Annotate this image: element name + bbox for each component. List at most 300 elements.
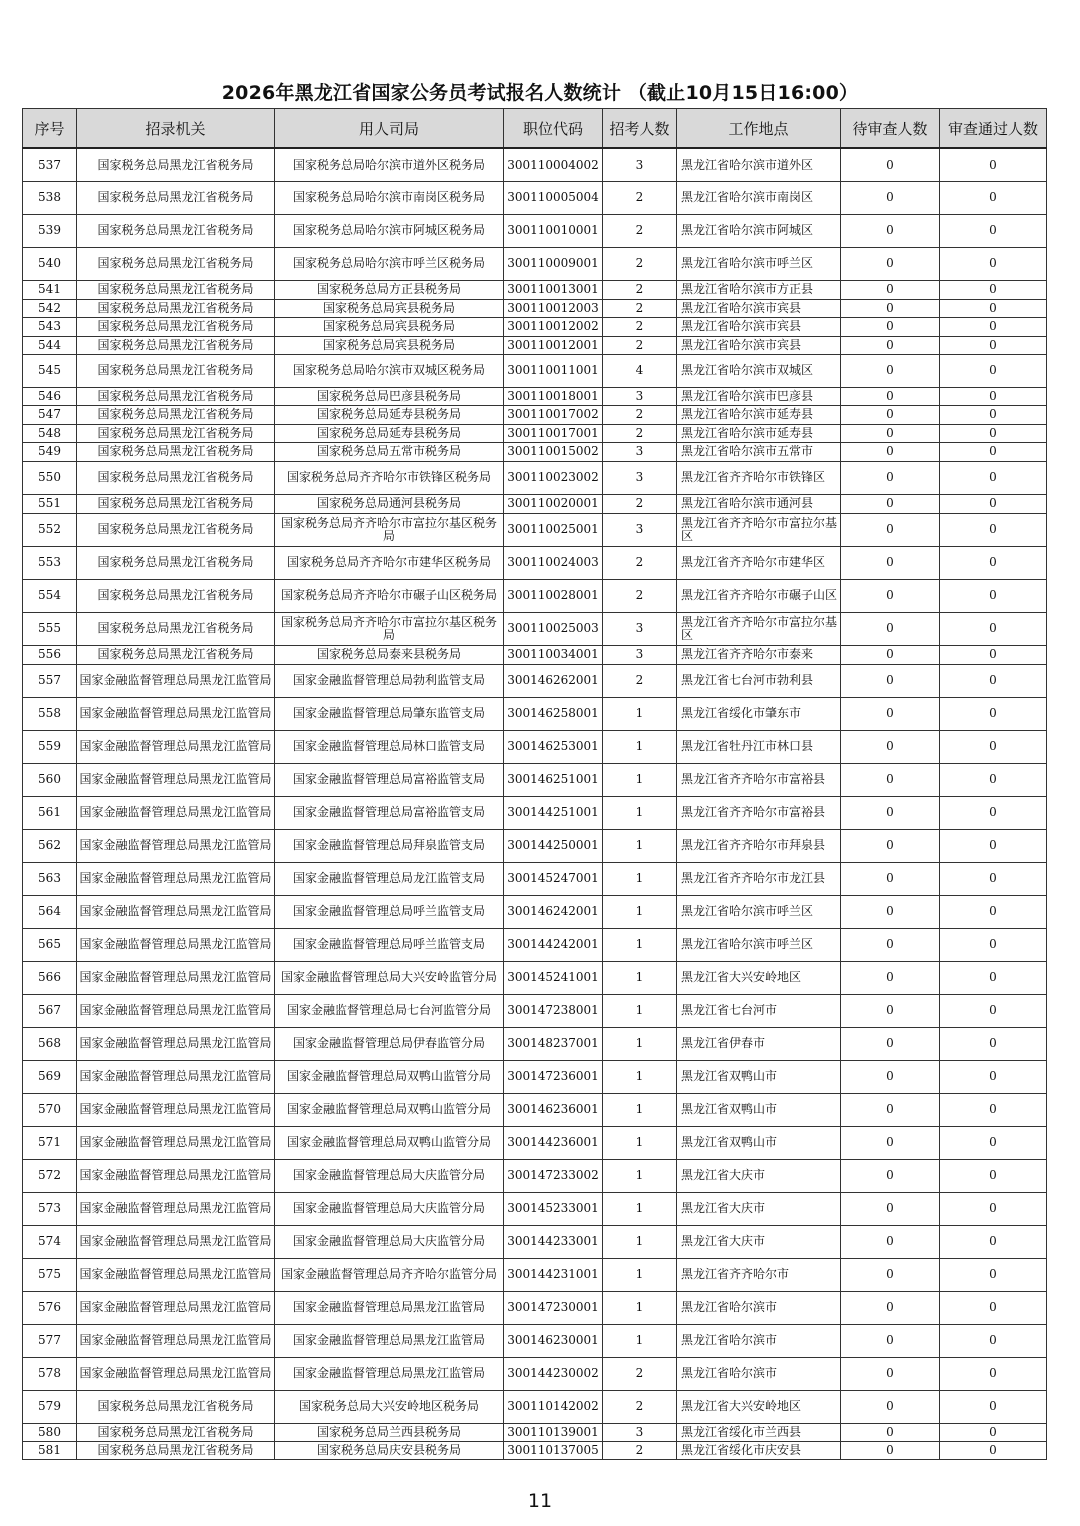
- col-header: 招录机关: [77, 109, 275, 149]
- cell-agency: 国家金融监督管理总局黑龙江监管局: [77, 829, 275, 862]
- cell-approved: 0: [940, 1441, 1047, 1459]
- cell-location: 黑龙江省绥化市庆安县: [677, 1441, 841, 1459]
- cell-pending: 0: [841, 730, 940, 763]
- cell-quota: 2: [603, 214, 677, 247]
- cell-pending: 0: [841, 336, 940, 354]
- cell-pending: 0: [841, 1192, 940, 1225]
- cell-index: 579: [23, 1390, 77, 1423]
- cell-quota: 1: [603, 796, 677, 829]
- cell-pending: 0: [841, 1390, 940, 1423]
- cell-approved: 0: [940, 1390, 1047, 1423]
- cell-position-code: 300110028001: [504, 579, 603, 612]
- cell-quota: 2: [603, 1441, 677, 1459]
- cell-index: 537: [23, 148, 77, 181]
- cell-pending: 0: [841, 513, 940, 546]
- cell-index: 581: [23, 1441, 77, 1459]
- cell-approved: 0: [940, 405, 1047, 424]
- table-row: [23, 1192, 1047, 1225]
- table-row: [23, 1159, 1047, 1192]
- cell-approved: 0: [940, 579, 1047, 612]
- cell-quota: 2: [603, 317, 677, 336]
- cell-quota: 2: [603, 336, 677, 354]
- table-row: [23, 645, 1047, 664]
- cell-pending: 0: [841, 763, 940, 796]
- cell-pending: 0: [841, 1291, 940, 1324]
- cell-location: 黑龙江省哈尔滨市延寿县: [677, 424, 841, 442]
- cell-location: 黑龙江省七台河市: [677, 994, 841, 1027]
- cell-position-code: 300110017002: [504, 405, 603, 424]
- table-row: [23, 442, 1047, 461]
- table-row: [23, 354, 1047, 387]
- table-row: [23, 494, 1047, 513]
- cell-location: 黑龙江省哈尔滨市呼兰区: [677, 928, 841, 961]
- cell-agency: 国家金融监督管理总局黑龙江监管局: [77, 796, 275, 829]
- cell-location: 黑龙江省哈尔滨市巴彦县: [677, 387, 841, 405]
- cell-index: 559: [23, 730, 77, 763]
- cell-position-code: 300146253001: [504, 730, 603, 763]
- cell-approved: 0: [940, 961, 1047, 994]
- cell-agency: 国家税务总局黑龙江省税务局: [77, 317, 275, 336]
- cell-location: 黑龙江省双鸭山市: [677, 1093, 841, 1126]
- page-number: 11: [527, 1490, 553, 1512]
- col-header: 职位代码: [504, 109, 603, 149]
- table-row: [23, 1093, 1047, 1126]
- cell-department: 国家金融监督管理总局大庆监管分局: [275, 1159, 504, 1192]
- cell-index: 552: [23, 513, 77, 546]
- cell-index: 564: [23, 895, 77, 928]
- cell-position-code: 300110023002: [504, 461, 603, 494]
- cell-approved: 0: [940, 280, 1047, 299]
- cell-quota: 2: [603, 424, 677, 442]
- cell-agency: 国家税务总局黑龙江省税务局: [77, 354, 275, 387]
- cell-index: 566: [23, 961, 77, 994]
- table-row: [23, 895, 1047, 928]
- cell-pending: 0: [841, 247, 940, 280]
- table-row: [23, 214, 1047, 247]
- cell-agency: 国家税务总局黑龙江省税务局: [77, 299, 275, 317]
- cell-approved: 0: [940, 1291, 1047, 1324]
- table-row: [23, 1357, 1047, 1390]
- cell-position-code: 300110012003: [504, 299, 603, 317]
- cell-department: 国家税务总局齐齐哈尔市碾子山区税务局: [275, 579, 504, 612]
- cell-position-code: 300148237001: [504, 1027, 603, 1060]
- cell-pending: 0: [841, 317, 940, 336]
- cell-location: 黑龙江省哈尔滨市: [677, 1291, 841, 1324]
- cell-department: 国家金融监督管理总局齐齐哈尔监管分局: [275, 1258, 504, 1291]
- cell-location: 黑龙江省齐齐哈尔市富拉尔基区: [677, 513, 841, 546]
- cell-index: 563: [23, 862, 77, 895]
- cell-agency: 国家税务总局黑龙江省税务局: [77, 546, 275, 579]
- cell-location: 黑龙江省大庆市: [677, 1225, 841, 1258]
- cell-department: 国家金融监督管理总局伊春监管分局: [275, 1027, 504, 1060]
- cell-approved: 0: [940, 1357, 1047, 1390]
- cell-approved: 0: [940, 1258, 1047, 1291]
- table-row: [23, 461, 1047, 494]
- table-row: [23, 994, 1047, 1027]
- cell-pending: 0: [841, 354, 940, 387]
- cell-approved: 0: [940, 214, 1047, 247]
- cell-index: 567: [23, 994, 77, 1027]
- cell-approved: 0: [940, 494, 1047, 513]
- cell-pending: 0: [841, 612, 940, 645]
- cell-department: 国家税务总局兰西县税务局: [275, 1423, 504, 1441]
- col-header: 序号: [23, 109, 77, 149]
- cell-quota: 1: [603, 961, 677, 994]
- cell-index: 539: [23, 214, 77, 247]
- cell-department: 国家金融监督管理总局七台河监管分局: [275, 994, 504, 1027]
- cell-position-code: 300110005004: [504, 181, 603, 214]
- table-body: [23, 148, 1047, 1459]
- cell-position-code: 300144236001: [504, 1126, 603, 1159]
- cell-approved: 0: [940, 1225, 1047, 1258]
- cell-position-code: 300110011001: [504, 354, 603, 387]
- cell-pending: 0: [841, 697, 940, 730]
- table-row: [23, 405, 1047, 424]
- cell-agency: 国家税务总局黑龙江省税务局: [77, 214, 275, 247]
- cell-position-code: 300110017001: [504, 424, 603, 442]
- cell-department: 国家税务总局哈尔滨市阿城区税务局: [275, 214, 504, 247]
- cell-index: 561: [23, 796, 77, 829]
- cell-department: 国家金融监督管理总局龙江监管支局: [275, 862, 504, 895]
- cell-index: 544: [23, 336, 77, 354]
- cell-location: 黑龙江省齐齐哈尔市富拉尔基区: [677, 612, 841, 645]
- cell-position-code: 300146262001: [504, 664, 603, 697]
- cell-approved: 0: [940, 763, 1047, 796]
- cell-department: 国家税务总局哈尔滨市南岗区税务局: [275, 181, 504, 214]
- cell-index: 542: [23, 299, 77, 317]
- cell-agency: 国家税务总局黑龙江省税务局: [77, 247, 275, 280]
- cell-quota: 3: [603, 645, 677, 664]
- cell-agency: 国家税务总局黑龙江省税务局: [77, 405, 275, 424]
- cell-quota: 1: [603, 1291, 677, 1324]
- cell-index: 580: [23, 1423, 77, 1441]
- cell-agency: 国家金融监督管理总局黑龙江监管局: [77, 1027, 275, 1060]
- cell-index: 538: [23, 181, 77, 214]
- cell-pending: 0: [841, 829, 940, 862]
- cell-department: 国家税务总局巴彦县税务局: [275, 387, 504, 405]
- cell-pending: 0: [841, 214, 940, 247]
- cell-quota: 4: [603, 354, 677, 387]
- cell-department: 国家税务总局齐齐哈尔市建华区税务局: [275, 546, 504, 579]
- table-row: [23, 148, 1047, 181]
- cell-location: 黑龙江省哈尔滨市方正县: [677, 280, 841, 299]
- cell-approved: 0: [940, 612, 1047, 645]
- cell-position-code: 300110004002: [504, 148, 603, 181]
- cell-approved: 0: [940, 148, 1047, 181]
- cell-quota: 2: [603, 1390, 677, 1423]
- cell-location: 黑龙江省绥化市兰西县: [677, 1423, 841, 1441]
- cell-department: 国家税务总局五常市税务局: [275, 442, 504, 461]
- table-row: [23, 796, 1047, 829]
- cell-department: 国家税务总局通河县税务局: [275, 494, 504, 513]
- cell-agency: 国家金融监督管理总局黑龙江监管局: [77, 1060, 275, 1093]
- table-row: [23, 424, 1047, 442]
- cell-approved: 0: [940, 895, 1047, 928]
- cell-position-code: 300110024003: [504, 546, 603, 579]
- cell-pending: 0: [841, 796, 940, 829]
- cell-pending: 0: [841, 1324, 940, 1357]
- cell-location: 黑龙江省哈尔滨市通河县: [677, 494, 841, 513]
- cell-quota: 2: [603, 181, 677, 214]
- cell-position-code: 300110012001: [504, 336, 603, 354]
- cell-index: 551: [23, 494, 77, 513]
- table-row: [23, 862, 1047, 895]
- cell-pending: 0: [841, 405, 940, 424]
- cell-location: 黑龙江省大兴安岭地区: [677, 1390, 841, 1423]
- table-row: [23, 697, 1047, 730]
- cell-location: 黑龙江省伊春市: [677, 1027, 841, 1060]
- cell-position-code: 300110025001: [504, 513, 603, 546]
- cell-index: 576: [23, 1291, 77, 1324]
- cell-department: 国家金融监督管理总局双鸭山监管分局: [275, 1093, 504, 1126]
- cell-department: 国家金融监督管理总局勃利监管支局: [275, 664, 504, 697]
- cell-agency: 国家税务总局黑龙江省税务局: [77, 494, 275, 513]
- cell-location: 黑龙江省牡丹江市林口县: [677, 730, 841, 763]
- cell-index: 578: [23, 1357, 77, 1390]
- cell-index: 546: [23, 387, 77, 405]
- registration-table: [22, 108, 1047, 1460]
- cell-index: 541: [23, 280, 77, 299]
- cell-agency: 国家税务总局黑龙江省税务局: [77, 461, 275, 494]
- cell-location: 黑龙江省齐齐哈尔市富裕县: [677, 796, 841, 829]
- cell-approved: 0: [940, 664, 1047, 697]
- table-row: [23, 829, 1047, 862]
- cell-quota: 1: [603, 928, 677, 961]
- cell-location: 黑龙江省大庆市: [677, 1159, 841, 1192]
- cell-index: 545: [23, 354, 77, 387]
- cell-quota: 3: [603, 1423, 677, 1441]
- cell-department: 国家金融监督管理总局富裕监管支局: [275, 763, 504, 796]
- cell-index: 570: [23, 1093, 77, 1126]
- cell-agency: 国家税务总局黑龙江省税务局: [77, 424, 275, 442]
- cell-approved: 0: [940, 1093, 1047, 1126]
- cell-approved: 0: [940, 1027, 1047, 1060]
- cell-position-code: 300110137005: [504, 1441, 603, 1459]
- cell-position-code: 300110139001: [504, 1423, 603, 1441]
- cell-location: 黑龙江省双鸭山市: [677, 1126, 841, 1159]
- cell-department: 国家金融监督管理总局大庆监管分局: [275, 1192, 504, 1225]
- cell-agency: 国家金融监督管理总局黑龙江监管局: [77, 697, 275, 730]
- table-row: [23, 546, 1047, 579]
- cell-location: 黑龙江省齐齐哈尔市泰来: [677, 645, 841, 664]
- cell-index: 555: [23, 612, 77, 645]
- cell-department: 国家金融监督管理总局黑龙江监管局: [275, 1324, 504, 1357]
- cell-pending: 0: [841, 387, 940, 405]
- cell-position-code: 300110034001: [504, 645, 603, 664]
- cell-department: 国家税务总局延寿县税务局: [275, 405, 504, 424]
- cell-location: 黑龙江省齐齐哈尔市建华区: [677, 546, 841, 579]
- cell-agency: 国家税务总局黑龙江省税务局: [77, 181, 275, 214]
- cell-agency: 国家税务总局黑龙江省税务局: [77, 579, 275, 612]
- cell-agency: 国家金融监督管理总局黑龙江监管局: [77, 730, 275, 763]
- cell-location: 黑龙江省齐齐哈尔市: [677, 1258, 841, 1291]
- cell-pending: 0: [841, 1258, 940, 1291]
- cell-approved: 0: [940, 336, 1047, 354]
- cell-pending: 0: [841, 895, 940, 928]
- cell-agency: 国家税务总局黑龙江省税务局: [77, 336, 275, 354]
- cell-quota: 2: [603, 299, 677, 317]
- cell-department: 国家金融监督管理总局拜泉监管支局: [275, 829, 504, 862]
- cell-quota: 1: [603, 1324, 677, 1357]
- table-row: [23, 612, 1047, 645]
- cell-agency: 国家金融监督管理总局黑龙江监管局: [77, 1258, 275, 1291]
- cell-index: 547: [23, 405, 77, 424]
- cell-approved: 0: [940, 862, 1047, 895]
- cell-approved: 0: [940, 1324, 1047, 1357]
- cell-index: 550: [23, 461, 77, 494]
- cell-position-code: 300146230001: [504, 1324, 603, 1357]
- cell-agency: 国家税务总局黑龙江省税务局: [77, 387, 275, 405]
- cell-approved: 0: [940, 829, 1047, 862]
- cell-quota: 3: [603, 513, 677, 546]
- cell-index: 571: [23, 1126, 77, 1159]
- cell-pending: 0: [841, 299, 940, 317]
- cell-pending: 0: [841, 280, 940, 299]
- cell-location: 黑龙江省齐齐哈尔市铁锋区: [677, 461, 841, 494]
- cell-department: 国家税务总局哈尔滨市双城区税务局: [275, 354, 504, 387]
- cell-location: 黑龙江省大庆市: [677, 1192, 841, 1225]
- cell-quota: 2: [603, 1357, 677, 1390]
- cell-department: 国家税务总局哈尔滨市呼兰区税务局: [275, 247, 504, 280]
- cell-department: 国家税务总局齐齐哈尔市富拉尔基区税务局: [275, 612, 504, 645]
- cell-pending: 0: [841, 961, 940, 994]
- cell-agency: 国家金融监督管理总局黑龙江监管局: [77, 1159, 275, 1192]
- cell-quota: 3: [603, 148, 677, 181]
- cell-position-code: 300145247001: [504, 862, 603, 895]
- cell-index: 573: [23, 1192, 77, 1225]
- table-row: [23, 1126, 1047, 1159]
- table-row: [23, 387, 1047, 405]
- table-row: [23, 247, 1047, 280]
- col-header: 用人司局: [275, 109, 504, 149]
- cell-position-code: 300110012002: [504, 317, 603, 336]
- cell-position-code: 300144230002: [504, 1357, 603, 1390]
- cell-position-code: 300110009001: [504, 247, 603, 280]
- cell-agency: 国家金融监督管理总局黑龙江监管局: [77, 763, 275, 796]
- cell-department: 国家税务总局大兴安岭地区税务局: [275, 1390, 504, 1423]
- table-row: [23, 299, 1047, 317]
- cell-agency: 国家税务总局黑龙江省税务局: [77, 1423, 275, 1441]
- cell-location: 黑龙江省七台河市勃利县: [677, 664, 841, 697]
- cell-approved: 0: [940, 546, 1047, 579]
- cell-index: 560: [23, 763, 77, 796]
- cell-department: 国家税务总局宾县税务局: [275, 317, 504, 336]
- cell-index: 572: [23, 1159, 77, 1192]
- cell-quota: 1: [603, 1192, 677, 1225]
- cell-position-code: 300147230001: [504, 1291, 603, 1324]
- cell-pending: 0: [841, 664, 940, 697]
- cell-agency: 国家税务总局黑龙江省税务局: [77, 612, 275, 645]
- cell-location: 黑龙江省哈尔滨市延寿县: [677, 405, 841, 424]
- cell-department: 国家金融监督管理总局肇东监管支局: [275, 697, 504, 730]
- cell-pending: 0: [841, 645, 940, 664]
- cell-quota: 1: [603, 1225, 677, 1258]
- cell-agency: 国家金融监督管理总局黑龙江监管局: [77, 1357, 275, 1390]
- cell-quota: 3: [603, 387, 677, 405]
- cell-location: 黑龙江省哈尔滨市阿城区: [677, 214, 841, 247]
- cell-quota: 3: [603, 612, 677, 645]
- cell-pending: 0: [841, 1357, 940, 1390]
- table-row: [23, 928, 1047, 961]
- cell-quota: 2: [603, 579, 677, 612]
- cell-approved: 0: [940, 1159, 1047, 1192]
- cell-pending: 0: [841, 928, 940, 961]
- cell-agency: 国家税务总局黑龙江省税务局: [77, 280, 275, 299]
- cell-quota: 2: [603, 546, 677, 579]
- cell-position-code: 300147236001: [504, 1060, 603, 1093]
- cell-pending: 0: [841, 424, 940, 442]
- cell-position-code: 300146251001: [504, 763, 603, 796]
- cell-quota: 2: [603, 280, 677, 299]
- cell-quota: 1: [603, 1060, 677, 1093]
- cell-position-code: 300110142002: [504, 1390, 603, 1423]
- table-row: [23, 317, 1047, 336]
- table-row: [23, 1324, 1047, 1357]
- cell-position-code: 300144242001: [504, 928, 603, 961]
- cell-location: 黑龙江省哈尔滨市呼兰区: [677, 895, 841, 928]
- table-row: [23, 513, 1047, 546]
- cell-department: 国家税务总局延寿县税务局: [275, 424, 504, 442]
- cell-index: 577: [23, 1324, 77, 1357]
- cell-agency: 国家金融监督管理总局黑龙江监管局: [77, 895, 275, 928]
- cell-position-code: 300144231001: [504, 1258, 603, 1291]
- table-row: [23, 961, 1047, 994]
- cell-pending: 0: [841, 994, 940, 1027]
- cell-index: 557: [23, 664, 77, 697]
- cell-department: 国家金融监督管理总局富裕监管支局: [275, 796, 504, 829]
- cell-position-code: 300145241001: [504, 961, 603, 994]
- cell-location: 黑龙江省齐齐哈尔市拜泉县: [677, 829, 841, 862]
- cell-agency: 国家金融监督管理总局黑龙江监管局: [77, 1192, 275, 1225]
- cell-quota: 2: [603, 664, 677, 697]
- table-row: [23, 1423, 1047, 1441]
- cell-department: 国家金融监督管理总局呼兰监管支局: [275, 895, 504, 928]
- cell-pending: 0: [841, 181, 940, 214]
- cell-location: 黑龙江省哈尔滨市道外区: [677, 148, 841, 181]
- cell-department: 国家税务总局宾县税务局: [275, 336, 504, 354]
- cell-position-code: 300146258001: [504, 697, 603, 730]
- cell-agency: 国家税务总局黑龙江省税务局: [77, 1441, 275, 1459]
- cell-index: 553: [23, 546, 77, 579]
- cell-approved: 0: [940, 697, 1047, 730]
- col-header: 工作地点: [677, 109, 841, 149]
- cell-agency: 国家金融监督管理总局黑龙江监管局: [77, 994, 275, 1027]
- cell-location: 黑龙江省哈尔滨市双城区: [677, 354, 841, 387]
- cell-agency: 国家金融监督管理总局黑龙江监管局: [77, 664, 275, 697]
- table-row: [23, 280, 1047, 299]
- cell-index: 556: [23, 645, 77, 664]
- cell-approved: 0: [940, 461, 1047, 494]
- cell-agency: 国家金融监督管理总局黑龙江监管局: [77, 1126, 275, 1159]
- cell-position-code: 300110020001: [504, 494, 603, 513]
- cell-department: 国家金融监督管理总局大庆监管分局: [275, 1225, 504, 1258]
- cell-position-code: 300144233001: [504, 1225, 603, 1258]
- cell-location: 黑龙江省哈尔滨市宾县: [677, 336, 841, 354]
- cell-department: 国家税务总局方正县税务局: [275, 280, 504, 299]
- cell-pending: 0: [841, 862, 940, 895]
- cell-agency: 国家税务总局黑龙江省税务局: [77, 148, 275, 181]
- cell-index: 548: [23, 424, 77, 442]
- cell-position-code: 300147238001: [504, 994, 603, 1027]
- cell-pending: 0: [841, 579, 940, 612]
- cell-index: 558: [23, 697, 77, 730]
- table-row: [23, 1441, 1047, 1459]
- cell-location: 黑龙江省哈尔滨市南岗区: [677, 181, 841, 214]
- cell-department: 国家税务总局齐齐哈尔市铁锋区税务局: [275, 461, 504, 494]
- cell-approved: 0: [940, 247, 1047, 280]
- cell-position-code: 300146236001: [504, 1093, 603, 1126]
- cell-quota: 1: [603, 730, 677, 763]
